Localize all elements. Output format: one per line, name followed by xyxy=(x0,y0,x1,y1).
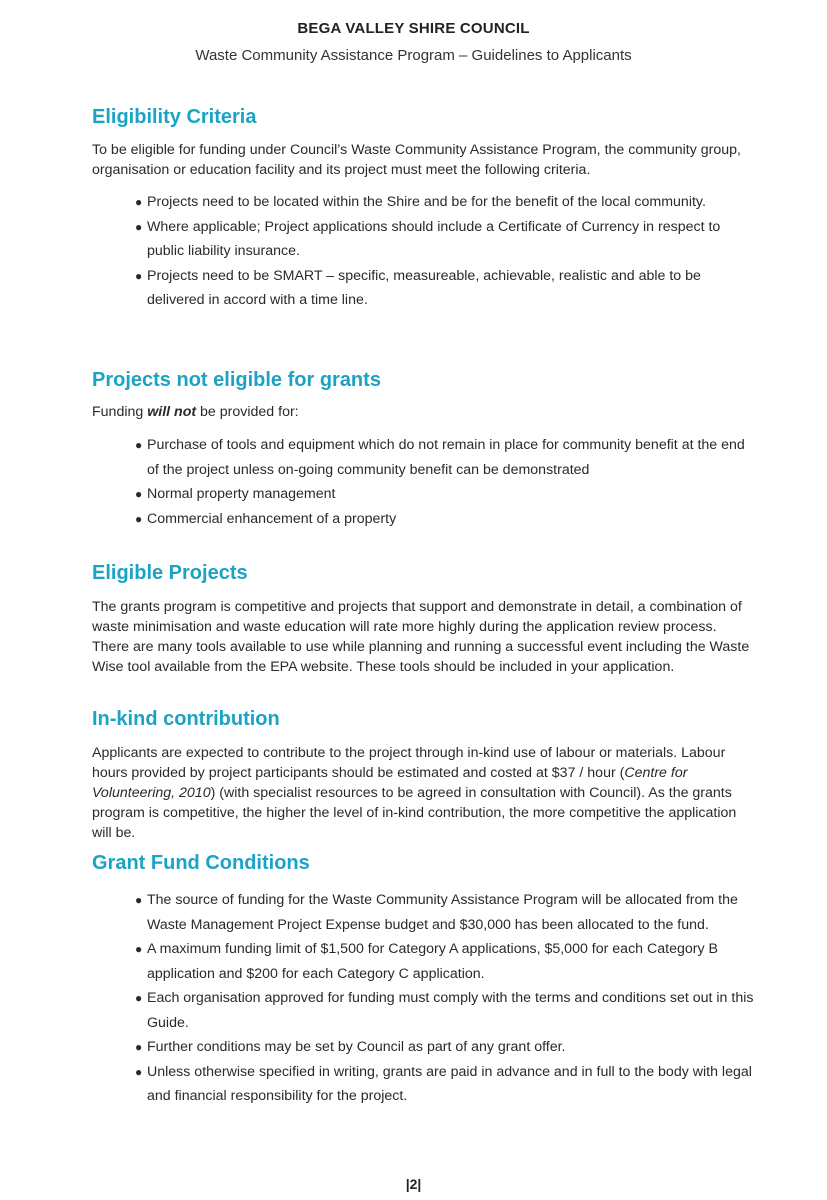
list-item: ● A maximum funding limit of $1,500 for Category A applications, $5,000 for each Category B application and $200 for each Category C application. xyxy=(115,937,755,986)
section-title-projects-not-eligible: Projects not eligible for grants xyxy=(92,369,381,391)
section-title-inkind-contribution: In-kind contribution xyxy=(92,708,280,730)
eligibility-criteria-list xyxy=(115,190,755,313)
list-item: ● Each organisation approved for funding must comply with the terms and conditions set out in this Guide. xyxy=(115,986,755,1035)
not-eligible-intro: Funding will not be provided for: xyxy=(92,404,299,420)
list-item: ● Further conditions may be set by Council as part of any grant offer. xyxy=(115,1035,755,1060)
section-title-eligibility-criteria: Eligibility Criteria xyxy=(92,106,257,128)
list-item: ● Purchase of tools and equipment which do not remain in place for community benefit at the end of the project unless on-going community benefit can be demonstrated xyxy=(115,433,755,482)
list-item: ● Where applicable; Project applications should include a Certificate of Currency in respect to public liability insurance. xyxy=(115,215,755,264)
document-org-header: BEGA VALLEY SHIRE COUNCIL xyxy=(297,20,530,37)
bullet-icon: ● xyxy=(135,1064,143,1079)
page-number: |2| xyxy=(405,1176,422,1192)
list-item: ● Normal property management xyxy=(115,482,755,507)
list-item: ● Unless otherwise specified in writing, grants are paid in advance and in full to the body with legal and financial responsibility for the project. xyxy=(115,1060,755,1109)
eligible-projects-text: The grants program is competitive and projects that support and demonstrate in detail, a combination of waste minimisation and waste education will rate more highly during the application review process. There are many tools available to use while planning and running a successful event including the Waste Wise tool available from the EPA website. These tools should be included in your application. xyxy=(92,599,750,675)
list-item: ● Commercial enhancement of a property xyxy=(115,507,755,532)
list-item: ● Projects need to be SMART – specific, measureable, achievable, realistic and able to be delivered in accord with a time line. xyxy=(115,264,755,313)
section-title-eligible-projects: Eligible Projects xyxy=(92,562,248,584)
bullet-icon: ● xyxy=(135,268,143,283)
eligibility-intro: To be eligible for funding under Council’s Waste Community Assistance Program, the community group, organisation or education facility and its project must meet the following criteria. xyxy=(92,142,741,178)
grant-conditions-list xyxy=(115,888,755,1109)
bullet-icon: ● xyxy=(135,893,143,907)
inkind-text: Applicants are expected to contribute to the project through in-kind use of labour or materials. Labour hours provided by project participants should be estimated and costed at $37 / hour (Centre for Volunteering, 2010) (with specialist resources to be agreed in consultation with Council). As the grants program is competitive, the higher the level of in-kind contribution, the more competitive the application will be. xyxy=(92,745,737,841)
list-item: ● Projects need to be located within the Shire and be for the benefit of the local community. xyxy=(115,190,755,215)
bullet-icon: ● xyxy=(135,942,143,956)
section-title-grant-fund-conditions: Grant Fund Conditions xyxy=(92,852,310,874)
document-subtitle: Waste Community Assistance Program – Guidelines to Applicants xyxy=(195,47,632,64)
bullet-icon: ● xyxy=(135,438,143,452)
bullet-icon: ● xyxy=(135,195,143,209)
list-item: ● The source of funding for the Waste Community Assistance Program will be allocated from the Waste Management Project Expense budget and $30,000 has been allocated to the fund. xyxy=(115,888,755,937)
bullet-icon: ● xyxy=(135,219,143,234)
bullet-icon: ● xyxy=(135,991,143,1005)
bullet-icon: ● xyxy=(135,511,143,526)
not-eligible-list xyxy=(115,433,755,531)
bullet-icon: ● xyxy=(135,1040,143,1054)
bullet-icon: ● xyxy=(135,487,143,501)
